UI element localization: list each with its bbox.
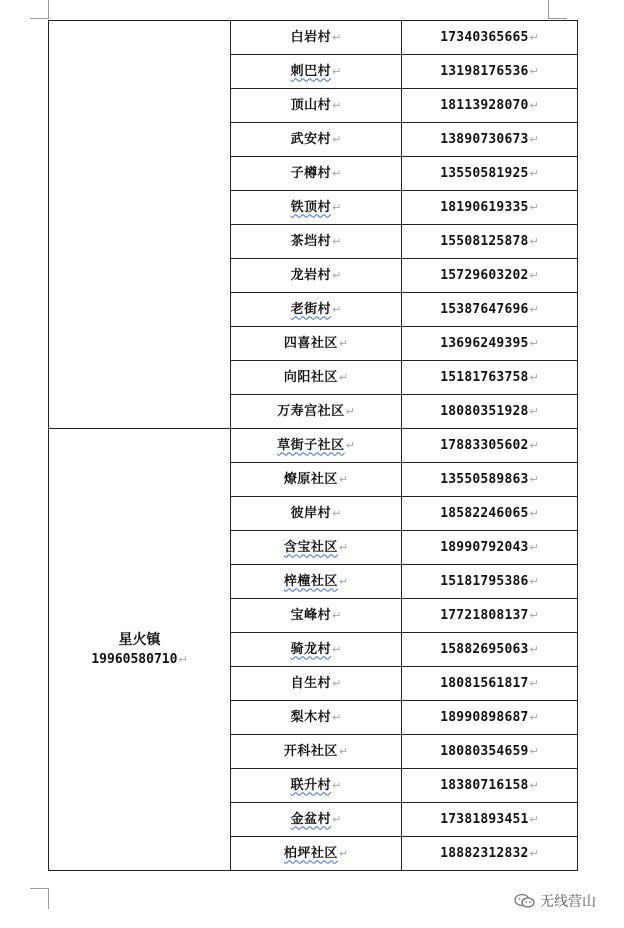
paragraph-mark: ↵ [529, 608, 539, 622]
paragraph-mark: ↵ [529, 30, 539, 44]
paragraph-mark: ↵ [332, 608, 342, 622]
village-name: 骑龙村 [290, 641, 332, 657]
village-name: 白岩村 [290, 29, 332, 45]
paragraph-mark: ↵ [529, 744, 539, 758]
village-cell [231, 55, 402, 89]
village-name: 梨木村 [290, 709, 332, 725]
paragraph-mark: ↵ [338, 540, 349, 554]
paragraph-mark: ↵ [529, 200, 539, 214]
phone-number: 18190619335 [440, 199, 529, 215]
phone-number: 17381893451 [440, 811, 529, 827]
phone-cell [402, 667, 578, 701]
village-name: 刺巴村 [290, 63, 332, 79]
paragraph-mark: ↵ [338, 574, 349, 588]
paragraph-mark: ↵ [529, 506, 539, 520]
village-cell [231, 633, 402, 667]
village-cell [231, 157, 402, 191]
phone-number: 13696249395 [440, 335, 529, 351]
village-cell [231, 599, 402, 633]
phone-cell [402, 837, 578, 871]
phone-cell [402, 599, 578, 633]
phone-number: 18080351928 [440, 403, 529, 419]
table-row [49, 21, 578, 55]
village-cell [231, 21, 402, 55]
phone-cell [402, 293, 578, 327]
village-cell [231, 259, 402, 293]
paragraph-mark: ↵ [529, 642, 539, 656]
paragraph-mark: ↵ [332, 642, 342, 656]
phone-number: 13890730673 [440, 131, 529, 147]
village-name: 老街村 [290, 301, 332, 317]
village-name: 柏坪社区 [283, 845, 338, 861]
town-cell-empty [49, 21, 231, 429]
town-phone-wrap [49, 652, 230, 668]
village-name: 向阳社区 [283, 369, 338, 385]
paragraph-mark: ↵ [529, 574, 539, 588]
paragraph-mark: ↵ [345, 438, 355, 452]
paragraph-mark: ↵ [332, 200, 342, 214]
village-cell [231, 497, 402, 531]
village-cell [231, 225, 402, 259]
paragraph-mark: ↵ [345, 404, 355, 418]
village-cell [231, 565, 402, 599]
contact-table-body [49, 21, 578, 871]
phone-cell [402, 395, 578, 429]
town-cell [49, 429, 231, 871]
paragraph-mark: ↵ [529, 404, 539, 418]
paragraph-mark: ↵ [529, 132, 539, 146]
phone-cell [402, 361, 578, 395]
village-name: 彼岸村 [290, 505, 332, 521]
contact-table [48, 20, 578, 871]
village-name: 宝峰村 [290, 607, 332, 623]
wechat-icon [514, 893, 536, 909]
crop-mark-top-left [30, 0, 49, 19]
paragraph-mark: ↵ [332, 268, 342, 282]
paragraph-mark: ↵ [529, 268, 539, 282]
phone-cell [402, 429, 578, 463]
village-cell [231, 463, 402, 497]
village-cell [231, 293, 402, 327]
phone-number: 15181795386 [440, 573, 529, 589]
paragraph-mark: ↵ [338, 472, 349, 486]
paragraph-mark: ↵ [332, 710, 342, 724]
village-cell [231, 89, 402, 123]
paragraph-mark: ↵ [332, 30, 342, 44]
village-name: 自生村 [290, 675, 332, 691]
paragraph-mark: ↵ [529, 336, 539, 350]
phone-number: 18113928070 [440, 97, 529, 113]
village-cell [231, 429, 402, 463]
paragraph-mark: ↵ [338, 336, 349, 350]
paragraph-mark: ↵ [529, 64, 539, 78]
paragraph-mark: ↵ [529, 812, 539, 826]
paragraph-mark: ↵ [529, 370, 539, 384]
village-name: 万寿宫社区 [277, 403, 345, 419]
paragraph-mark: ↵ [338, 370, 349, 384]
phone-number: 13550581925 [440, 165, 529, 181]
town-name: 星火镇 [118, 631, 161, 648]
paragraph-mark: ↵ [529, 302, 539, 316]
phone-cell [402, 497, 578, 531]
phone-number: 17721808137 [440, 607, 529, 623]
village-name: 梓橦社区 [283, 573, 338, 589]
village-cell [231, 803, 402, 837]
village-name: 含宝社区 [283, 539, 338, 555]
phone-cell [402, 55, 578, 89]
village-name: 龙岩村 [290, 267, 332, 283]
paragraph-mark: ↵ [529, 846, 539, 860]
paragraph-mark: ↵ [332, 98, 342, 112]
village-name: 草街子社区 [277, 437, 345, 453]
phone-number: 18882312832 [440, 845, 529, 861]
paragraph-mark: ↵ [529, 166, 539, 180]
village-cell [231, 327, 402, 361]
phone-cell [402, 225, 578, 259]
paragraph-mark: ↵ [529, 710, 539, 724]
paragraph-mark: ↵ [332, 778, 342, 792]
phone-cell [402, 327, 578, 361]
phone-number: 18990792043 [440, 539, 529, 555]
table-row [49, 429, 578, 463]
village-cell [231, 123, 402, 157]
village-name: 顶山村 [290, 97, 332, 113]
paragraph-mark: ↵ [332, 302, 342, 316]
village-name: 金盆村 [290, 811, 332, 827]
phone-cell [402, 565, 578, 599]
crop-mark-bottom-left [30, 888, 49, 909]
paragraph-mark: ↵ [332, 676, 342, 690]
paragraph-mark: ↵ [529, 438, 539, 452]
paragraph-mark: ↵ [529, 472, 539, 486]
village-name: 燎原社区 [283, 471, 338, 487]
phone-number: 13550589863 [440, 471, 529, 487]
paragraph-mark: ↵ [332, 132, 342, 146]
phone-cell [402, 769, 578, 803]
phone-number: 18380716158 [440, 777, 529, 793]
village-name: 子樽村 [290, 165, 332, 181]
village-name: 四喜社区 [283, 335, 338, 351]
phone-number: 17340365665 [440, 29, 529, 45]
paragraph-mark: ↵ [529, 676, 539, 690]
paragraph-mark: ↵ [338, 846, 349, 860]
phone-cell [402, 123, 578, 157]
phone-number: 18990898687 [440, 709, 529, 725]
phone-cell [402, 701, 578, 735]
village-cell [231, 667, 402, 701]
phone-number: 15882695063 [440, 641, 529, 657]
village-cell [231, 701, 402, 735]
paragraph-mark: ↵ [338, 744, 349, 758]
village-name: 联升村 [290, 777, 332, 793]
phone-number: 15387647696 [440, 301, 529, 317]
paragraph-mark: ↵ [529, 234, 539, 248]
village-cell [231, 395, 402, 429]
village-cell [231, 837, 402, 871]
phone-number: 13198176536 [440, 63, 529, 79]
paragraph-mark: ↵ [332, 166, 342, 180]
phone-cell [402, 633, 578, 667]
phone-number: 15729603202 [440, 267, 529, 283]
village-cell [231, 769, 402, 803]
village-name: 武安村 [290, 131, 332, 147]
paragraph-mark: ↵ [332, 234, 342, 248]
phone-cell [402, 259, 578, 293]
paragraph-mark: ↵ [332, 506, 342, 520]
village-name: 开科社区 [283, 743, 338, 759]
phone-cell [402, 157, 578, 191]
watermark [514, 890, 596, 912]
phone-number: 15508125878 [440, 233, 529, 249]
village-name: 铁顶村 [290, 199, 332, 215]
phone-number: 17883305602 [440, 437, 529, 453]
paragraph-mark: ↵ [529, 778, 539, 792]
phone-cell [402, 531, 578, 565]
phone-number: 18582246065 [440, 505, 529, 521]
village-name: 茶垱村 [290, 233, 332, 249]
village-cell [231, 735, 402, 769]
village-cell [231, 191, 402, 225]
crop-mark-top-right [548, 0, 567, 19]
town-phone: 19960580710 [91, 651, 178, 667]
paragraph-mark: ↵ [529, 540, 539, 554]
watermark-text: 无线营山 [540, 894, 596, 910]
paragraph-mark: ↵ [529, 98, 539, 112]
phone-cell [402, 89, 578, 123]
phone-number: 18080354659 [440, 743, 529, 759]
phone-cell [402, 463, 578, 497]
paragraph-mark: ↵ [332, 812, 342, 826]
phone-number: 18081561817 [440, 675, 529, 691]
paragraph-mark: ↵ [332, 64, 342, 78]
phone-number: 15181763758 [440, 369, 529, 385]
village-cell [231, 531, 402, 565]
phone-cell [402, 803, 578, 837]
phone-cell [402, 735, 578, 769]
phone-cell [402, 191, 578, 225]
phone-cell [402, 21, 578, 55]
paragraph-mark: ↵ [178, 652, 188, 666]
village-cell [231, 361, 402, 395]
